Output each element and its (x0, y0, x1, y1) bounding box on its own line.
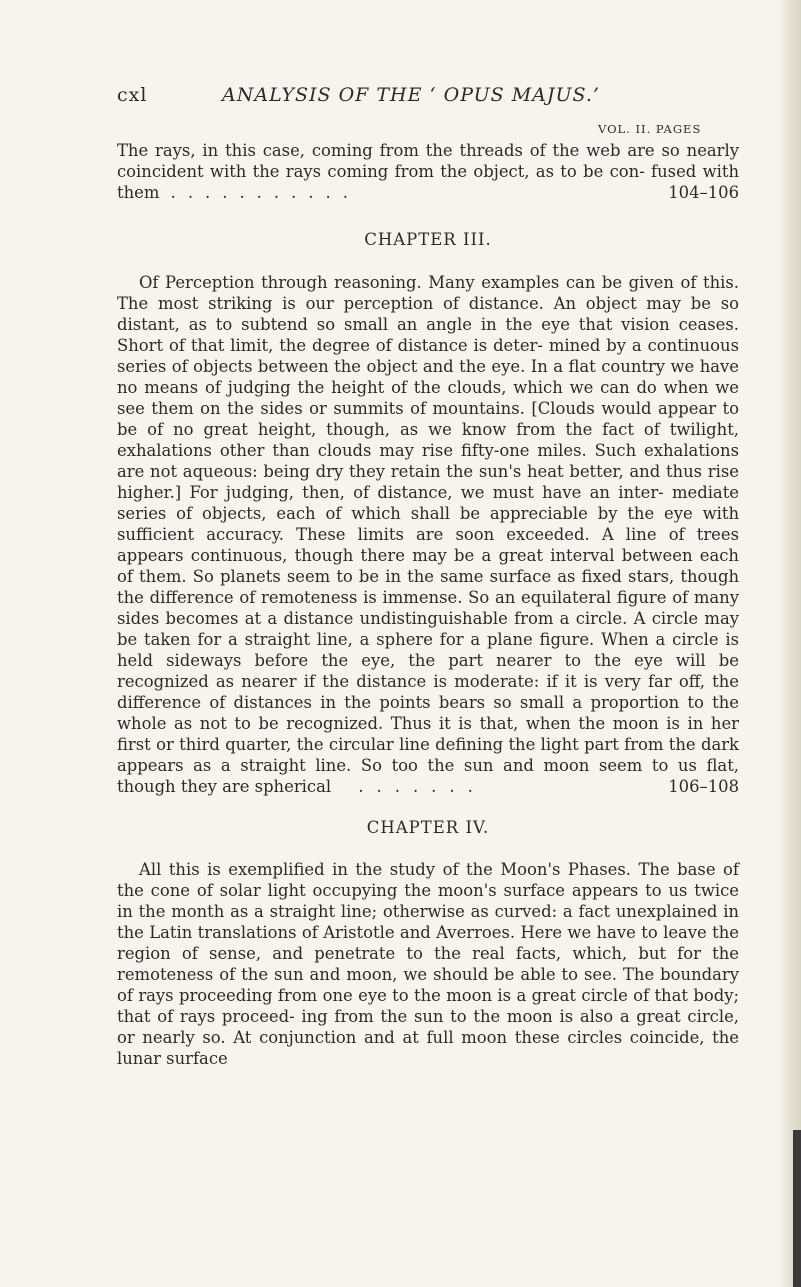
page-number: cxl (117, 84, 148, 106)
page-edge-shadow (779, 0, 801, 1287)
dot-leader: ........... (170, 183, 360, 202)
volume-pages-label: VOL. II. PAGES (598, 122, 702, 136)
summary-entry (117, 140, 739, 203)
chapter-paragraph: All this is exemplified in the study of the Moon's Phases. The base of the cone of solar light occupying the moon's surface appears to us twice in the month as a straight line; otherwise as curved: a fact unexplained in the Latin translations of Aristotle and Averroes. Here we have to leave the region of sense, and penetrate to the real facts, which, but for the remoteness of the sun and moon, we should be able to see. The boundary of rays proceeding from one eye to the moon is a great circle of that body; that of rays proceed- ing from the sun to the moon is also a great circle, or nearly so. At conjunction and at full moon these circles coincide, the lunar surface (117, 860, 739, 1069)
page-reference: 106–108 (668, 777, 739, 797)
chapter-body (117, 256, 739, 814)
entry-text: The rays, in this case, coming from the threads of the web are so nearly coincident with the rays coming from the object, as to be con- fused with them (117, 141, 739, 202)
running-head (117, 84, 737, 112)
summary-entry-text (117, 141, 739, 202)
chapter-heading: CHAPTER IV. (366, 818, 490, 837)
chapter-heading: CHAPTER III. (364, 230, 492, 249)
dot-leader: ....... (358, 777, 486, 797)
chapter-paragraph (117, 272, 739, 797)
page-edge-binding (793, 1130, 801, 1287)
chapter-body (117, 843, 739, 1086)
page-reference: 104–106 (668, 183, 739, 202)
paragraph-text: Of Perception through reasoning. Many examples can be given of this. The most striking is our perception of distance. An object may be so distant, as to subtend so small an angle in the eye that vision ceases. Short of that limit, the degree of distance is deter- mined by a continuous series of objects between the object and the eye. In a flat country we have no means of judging the height of the clouds, which we can do when we see them on the sides or summits of mountains. [Clouds would appear to be of no great height, though, as we know from the fact of twilight, exhalations other than clouds may rise fifty-one miles. Such exhalations are not aqueous: being dry they retain the sun's heat better, and thus rise higher.] For judging, then, of distance, we must have an inter- mediate series of objects, each of which shall be appreciable by the eye with sufficient accuracy. These limits are soon exceeded. A line of trees appears continuous, though there may be a great interval between each of them. So planets seem to be in the same surface as fixed stars, though the difference of remoteness is immense. So an equilateral figure of many sides becomes at a distance undistinguishable from a circle. A circle may be taken for a straight line, a sphere for a plane figure. When a circle is held sideways before the eye, the part nearer to the eye will be recognized as nearer if the distance is moderate: if it is very far off, the difference of distances in the points bears so small a proportion to the whole as not to be recognized. Thus it is that, when the moon is in her first or third quarter, the circular line defining the light part from the dark appears as a straight line. So too the sun and moon seem to us flat, though they are spherical (117, 273, 739, 797)
running-title: ANALYSIS OF THE ‘ OPUS MAJUS.’ (222, 84, 600, 106)
